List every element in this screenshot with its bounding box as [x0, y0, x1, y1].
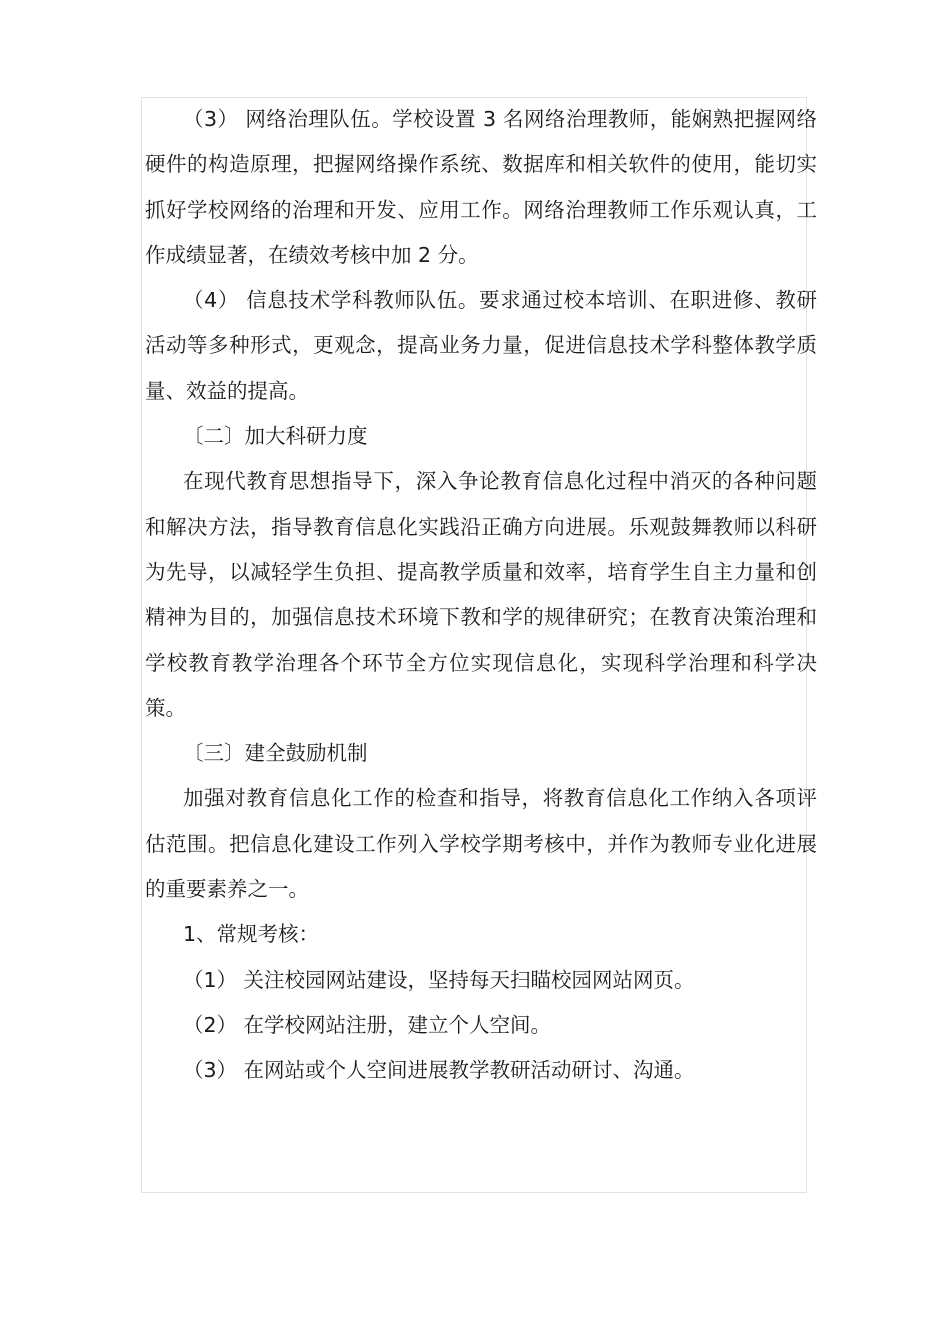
heading-incentive: 〔三〕建全鼓励机制 — [183, 741, 368, 766]
paragraph-it-teachers: （4） 信息技术学科教师队伍。要求通过校本培训、在职进修、教研活动等多种形式，更观念，提高业务力量，促进信息技术学科整体教学质量、效益的提高。 — [145, 288, 817, 403]
paragraph-research: 在现代教育思想指导下，深入争论教育信息化过程中消灭的各种问题和解决方法，指导教育信息化实践沿正确方向进展。乐观鼓舞教师以科研为先导，以减轻学生负担、提高教学质量和效率，培育学生自主力量和创精神为目的，加强信息技术环境下教和学的规律研究；在教育决策治理和学校教育教学治理各个环节全方位实现信息化，实现科学治理和科学决策。 — [145, 469, 817, 720]
paragraph-network-team: （3） 网络治理队伍。学校设置 3 名网络治理教师，能娴熟把握网络硬件的构造原理，把握网络操作系统、数据库和相关软件的使用，能切实抓好学校网络的治理和开发、应用工作。网络治理教师工作乐观认真，工作成绩显著，在绩效考核中加 2 分。 — [145, 107, 817, 267]
heading-research: 〔二〕加大科研力度 — [183, 424, 368, 449]
list-item: （1） 关注校园网站建设，坚持每天扫瞄校园网站网页。 — [183, 967, 695, 992]
list-item: （2） 在学校网站注册，建立个人空间。 — [183, 1012, 552, 1037]
list-item: （3） 在网站或个人空间进展教学教研活动研讨、沟通。 — [183, 1058, 695, 1083]
paragraph-incentive: 加强对教育信息化工作的检查和指导，将教育信息化工作纳入各项评估范围。把信息化建设工作列入学校学期考核中，并作为教师专业化进展的重要素养之一。 — [145, 786, 817, 902]
document-body — [145, 97, 817, 1094]
heading-routine-assessment: 1、常规考核： — [183, 922, 320, 947]
